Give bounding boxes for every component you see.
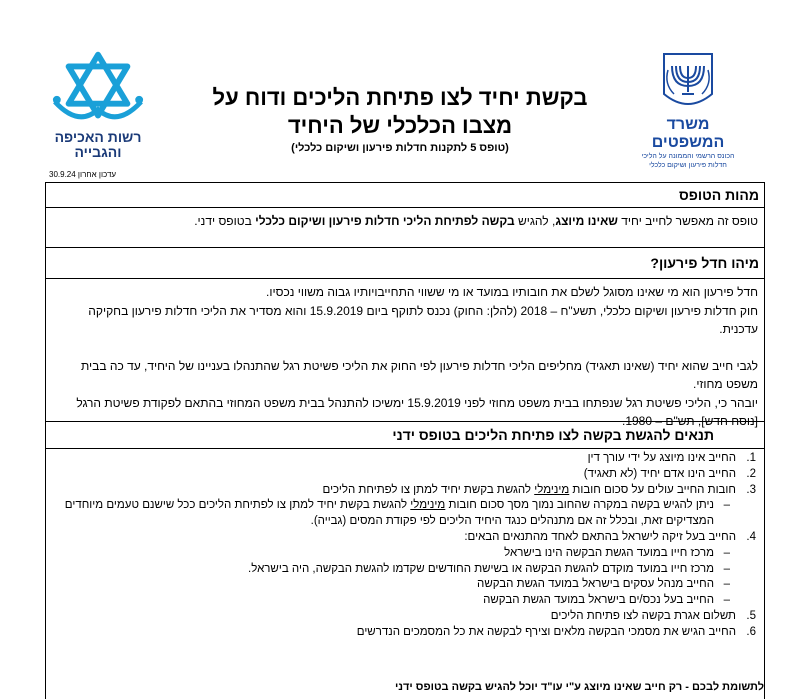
nature-text-bold-2: בקשה לפתיחת הליכי חדלות פירעון ושיקום כלכלי [255,214,515,228]
form-frame [45,182,765,699]
section-who-heading: מיהו חדל פירעון? [46,248,764,279]
condition-4-sub-text-2: מרכז חייו במועד מוקדם להגשת הבקשה או בשישת החודשים שקדמו להגשת הבקשה, היה בישראל. [248,562,714,575]
condition-text-6: החייב הגיש את מסמכי הבקשה מלאים וצירף לבקשה את כל המסמכים הנדרשים [356,625,736,638]
nature-text-mid: , להגיש [514,214,556,228]
title-subtitle: (טופס 5 לתקנות חדלות פירעון ושיקום כלכלי) [291,142,509,154]
nature-text-pre: טופס זה מאפשר לחייב יחיד [617,214,758,228]
condition-3-sub-post: להגשת בקשת יחיד למתן צו לפתיחת הליכים ככל שישנם טעמים מיוחדים המצדיקים זאת, ובכלל זה אם מתנהלים כנגד היחיד הליכים לפי פקודת המסים (גבייה). [64,499,714,528]
condition-num-1: 1. [746,452,756,464]
condition-3-sub-underline: מינימלי [410,499,446,512]
ministry-of-justice-logo [632,50,744,169]
title-line-2: מצבו הכלכלי של היחיד [287,113,513,138]
condition-text-3-underline: מינימלי [534,483,570,496]
dash-bullet: – [723,578,730,591]
page-title [180,84,620,154]
enforcement-authority-logo [48,50,148,170]
condition-num-3: 3. [746,483,756,496]
right-logo-name: משרד המשפטים [651,116,725,151]
left-logo-name-1: רשות האכיפה [54,129,142,145]
star-of-david-icon [49,50,147,130]
section-conditions [46,421,764,683]
left-logo-name-2: והגבייה [74,144,122,160]
who-paragraph-1: חדל פירעון הוא מי שאינו מסוגל לשלם את חובותיו במועד או מי ששווי התחייבויותיו גבוה משווי נכסיו. [266,285,758,299]
condition-text-1: החייב אינו מיוצג על ידי עורך דין [587,452,736,464]
page-header [0,0,787,180]
condition-4-sub-text-1: מרכז חייו במועד הגשת הבקשה הינו בישראל [504,546,714,559]
nature-text-post: בטופס ידני. [194,214,256,228]
section-nature-text [46,208,764,235]
dash-bullet: – [723,594,730,607]
condition-item-4 [52,530,758,546]
condition-item-1 [52,451,758,467]
right-logo-sub-2: חדלות פירעון ושיקום כלכלי [649,162,727,169]
condition-4-subitem-1 [52,546,758,562]
condition-4-subitem-3 [52,577,758,593]
attention-note: לתשומת לבכם - רק חייב שאינו מיוצג ע"י עו"ד יוכל להגיש בקשה בטופס ידני [394,681,764,693]
condition-item-3 [52,483,758,499]
condition-item-2 [52,467,758,483]
condition-num-6: 6. [746,625,756,638]
who-paragraph-4: יובהר כי, הליכי פשיטת רגל שנפתחו בבית משפט מחוזי לפני 15.9.2019 ימשיכו להתנהל בבית משפט המחוזי בהתאם לפקודת פשיטת הרגל [נוסח חדש], תש"ם – 1980. [76,395,758,428]
dash-bullet: – [723,562,730,575]
condition-4-subitem-2 [52,562,758,578]
condition-3-subitem [52,498,758,530]
section-nature-heading: מהות הטופס [46,183,764,208]
condition-num-2: 2. [746,467,756,480]
last-updated: עדכון אחרון 30.9.24 [49,170,117,179]
condition-4-subitem-4 [52,593,758,609]
condition-4-sub-text-3: החייב מנהל עסקים בישראל במועד הגשת הבקשה [477,578,714,591]
condition-num-5: 5. [746,609,756,622]
condition-text-3-post: להגשת בקשת יחיד למתן צו לפתיחת הליכים [322,483,535,496]
conditions-list [46,449,764,641]
dash-bullet: – [723,499,730,512]
dash-bullet: – [723,546,730,559]
section-conditions-heading: תנאים להגשת בקשה לצו פתיחת הליכים בטופס ידני [46,422,764,449]
condition-item-6 [52,625,758,641]
right-logo-sub-1: הכונס הרשמי והממונה על הליכי [641,153,735,160]
condition-num-4: 4. [746,530,756,543]
condition-text-4: החייב בעל זיקה לישראל בהתאם לאחד מהתנאים הבאים: [464,530,736,543]
menorah-emblem-icon [660,50,716,114]
nature-text-bold-1: שאינו מיוצג [555,214,618,228]
who-paragraph-3: לגבי חייב שהוא יחיד (שאינו תאגיד) מחליפים הליכי חדלות פירעון לפי החוק את הליכי פשיטת רגל שהתנהלו בעניינו של היחיד, עד כה בבית משפט מחוזי. [80,358,758,391]
condition-4-sub-text-4: החייב בעל נכס/ים בישראל במועד הגשת הבקשה [483,594,714,607]
section-who-body [46,279,764,435]
who-paragraph-2: חוק חדלות פירעון ושיקום כלכלי, תשע"ח – 2018 (להלן: החוק) נכנס לתוקף ביום 15.9.2019 והוא מסדיר את הליכי חדלות פירעון בחקיקה עדכנית. [88,303,758,336]
condition-item-5 [52,609,758,625]
section-who [46,247,764,428]
condition-3-sub-pre: ניתן להגיש בקשה במקרה שהחוב נמוך מסך סכום חובות [445,499,714,512]
section-nature [46,183,764,238]
condition-text-3-pre: חובות החייב עולים על סכום חובות [569,483,736,496]
condition-text-2: החייב הינו אדם יחיד (לא תאגיד) [583,467,736,480]
condition-text-5: תשלום אגרת בקשה לצו פתיחת הליכים [550,609,736,622]
title-line-1: בקשת יחיד לצו פתיחת הליכים ודוח על [212,85,588,110]
